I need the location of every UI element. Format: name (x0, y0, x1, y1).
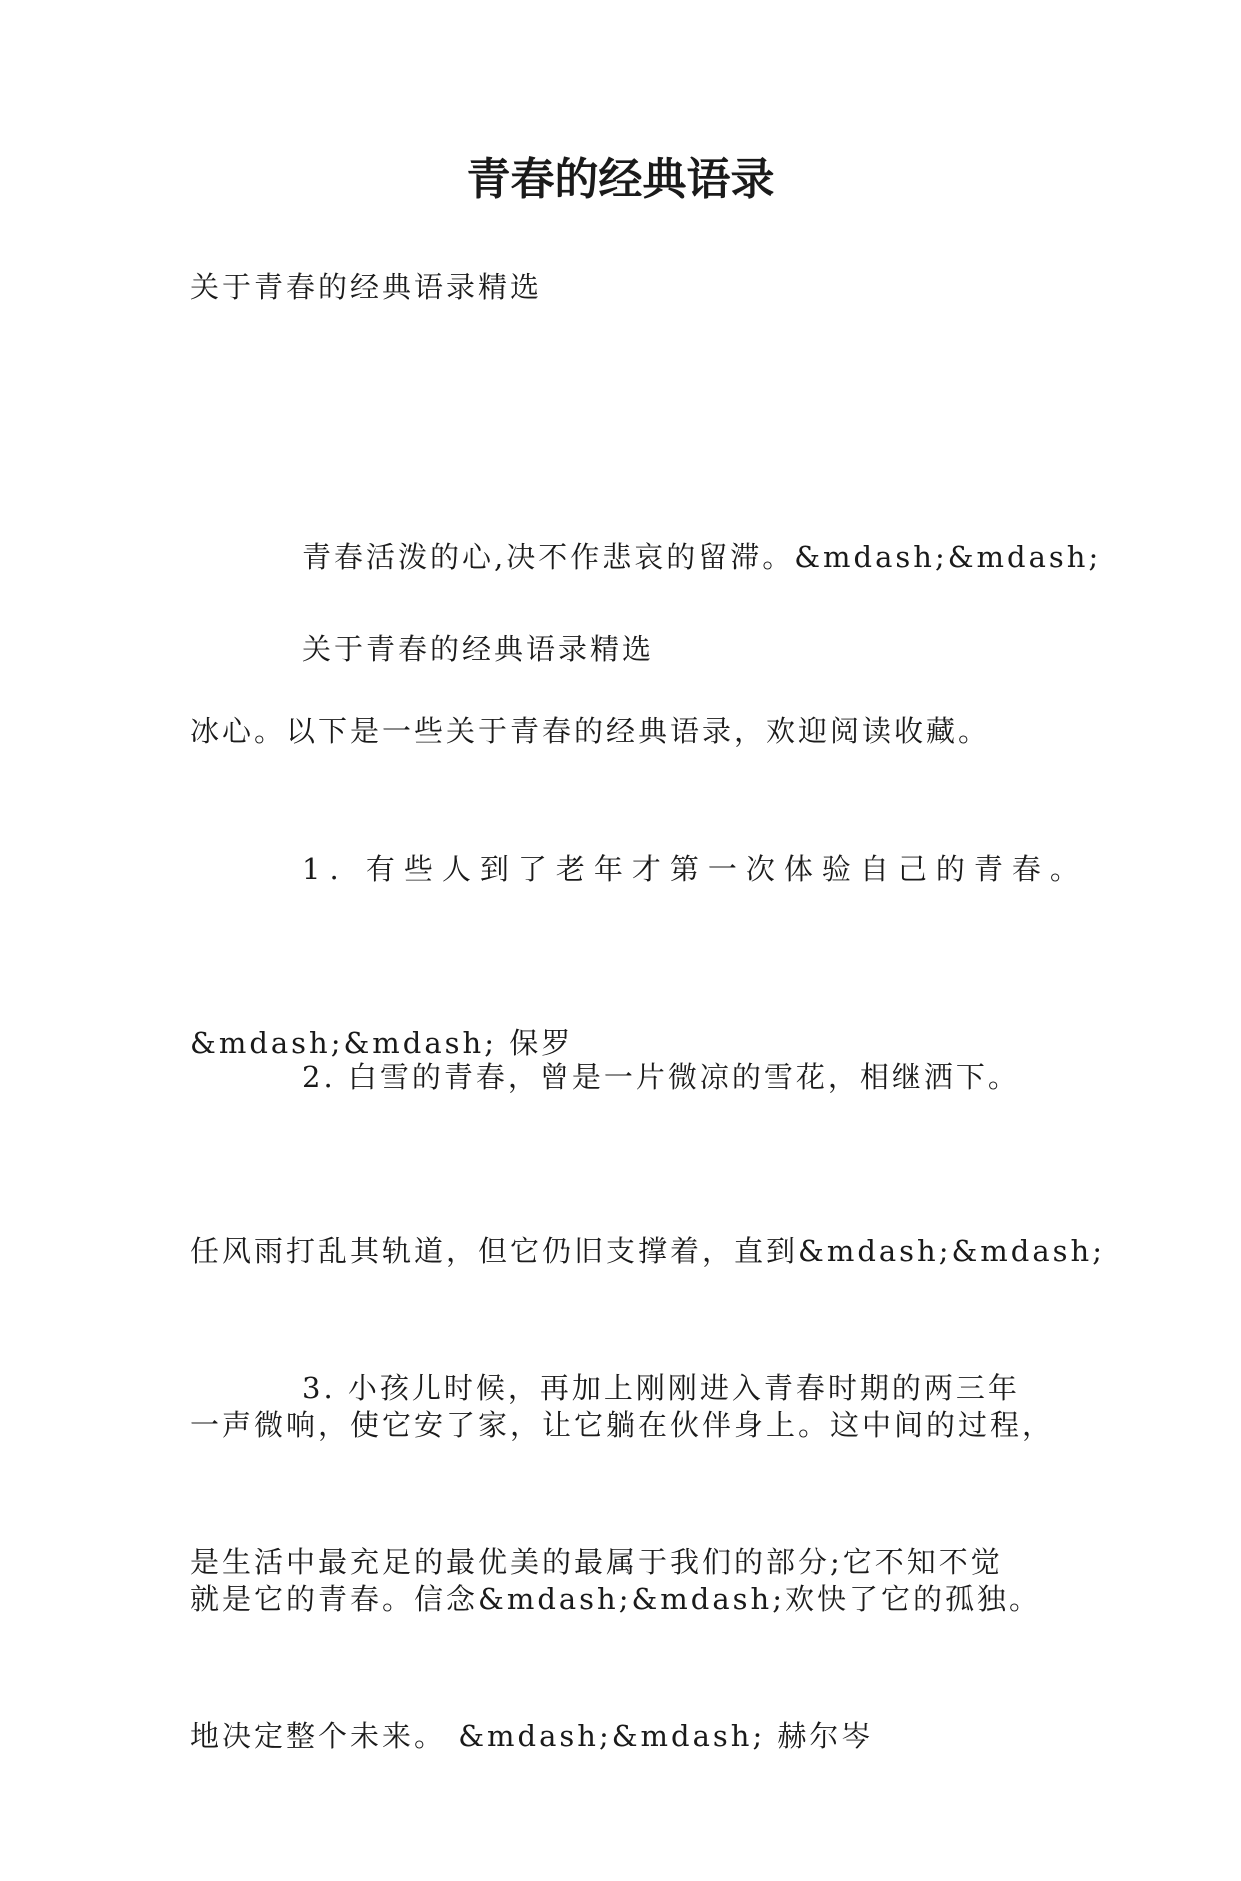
subtitle: 关于青春的经典语录精选 (190, 270, 543, 304)
quote-3 (190, 1243, 1070, 1881)
intro-line-1: 青春活泼的心,决不作悲哀的留滞。&mdash;&mdash; (302, 540, 1102, 574)
quote-3-line-3: 地决定整个未来。 &mdash;&mdash; 赫尔岑 (190, 1719, 874, 1753)
quote-2-line-2: 任风雨打乱其轨道，但它仍旧支撑着，直到&mdash;&mdash; (190, 1234, 1105, 1268)
quote-1-line-2: &mdash;&mdash; 保罗 (190, 1026, 574, 1060)
quote-2-line-3: 一声微响，使它安了家，让它躺在伙伴身上。这中间的过程， (190, 1408, 1055, 1442)
quote-1-line-1: 1. 有些人到了老年才第一次体验自己的青春。 (302, 852, 1088, 886)
section-heading: 关于青春的经典语录精选 (302, 632, 655, 666)
quote-2-line-4: 就是它的青春。信念&mdash;&mdash;欢快了它的孤独。 (190, 1582, 1041, 1616)
quote-2-line-1: 2. 白雪的青春，曾是一片微凉的雪花，相继洒下。 (302, 1060, 1020, 1094)
quote-3-line-1: 3. 小孩儿时候，再加上刚刚进入青春时期的两三年 (302, 1371, 1020, 1405)
intro-line-2: 冰心。以下是一些关于青春的经典语录，欢迎阅读收藏。 (190, 714, 991, 748)
quote-3-line-2: 是生活中最充足的最优美的最属于我们的部分;它不知不觉 (190, 1545, 1003, 1579)
document-title: 青春的经典语录 (466, 154, 775, 205)
